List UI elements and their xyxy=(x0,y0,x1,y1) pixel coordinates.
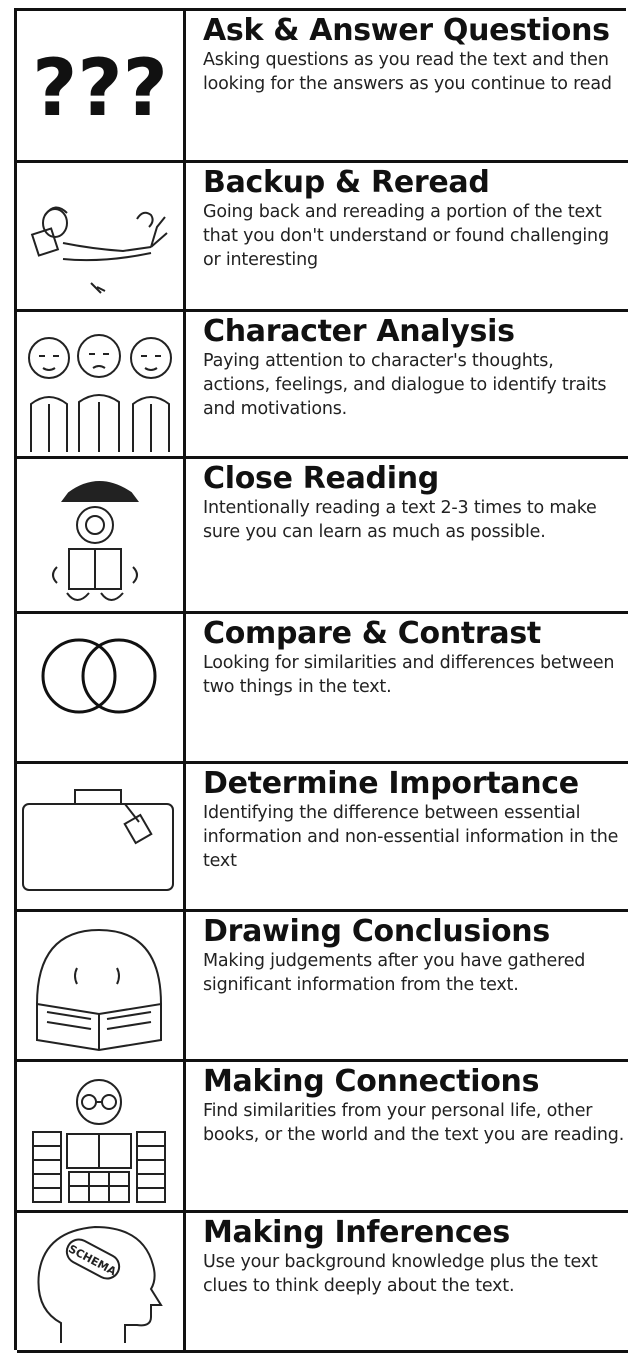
strategy-title: Making Connections xyxy=(203,1064,540,1099)
strategy-description: Identifying the difference between essential information and non-essential information in the text xyxy=(203,803,619,871)
strategy-row xyxy=(17,1213,628,1353)
suitcase-icon xyxy=(17,764,183,909)
strategy-description: Looking for similarities and differences between two things in the text. xyxy=(203,653,615,697)
question-marks-icon xyxy=(17,11,183,160)
strategy-row xyxy=(17,163,628,312)
strategy-title: Character Analysis xyxy=(203,314,515,349)
detective-magnifier-icon xyxy=(17,459,183,611)
strategy-picture xyxy=(17,764,186,909)
strategy-picture xyxy=(17,912,186,1059)
strategy-description: Making judgements after you have gathered significant information from the text. xyxy=(203,951,586,995)
strategy-description: Asking questions as you read the text and then looking for the answers as you continue to read xyxy=(203,50,612,94)
svg-text:???: ??? xyxy=(32,44,168,134)
strategy-picture xyxy=(17,614,186,761)
strategy-picture xyxy=(17,1213,186,1350)
strategy-title: Drawing Conclusions xyxy=(203,914,550,949)
strategy-row xyxy=(17,614,628,764)
strategy-picture xyxy=(17,312,186,456)
strategy-row xyxy=(17,764,628,912)
strategy-title: Ask & Answer Questions xyxy=(203,13,610,48)
strategy-picture xyxy=(17,163,186,309)
reading-strategies-chart xyxy=(14,8,626,1350)
strategy-picture xyxy=(17,1062,186,1210)
strategy-picture xyxy=(17,11,186,160)
strategy-picture xyxy=(17,459,186,611)
reader-face-icon xyxy=(17,912,183,1059)
strategy-title: Backup & Reread xyxy=(203,165,490,200)
venn-diagram-icon xyxy=(17,614,183,761)
three-characters-icon xyxy=(17,312,183,456)
strategy-row xyxy=(17,912,628,1062)
svg-text:SCHEMA: SCHEMA xyxy=(66,1242,119,1279)
head-schema-icon xyxy=(17,1213,183,1350)
strategy-description: Paying attention to character's thoughts, actions, feelings, and dialogue to identify traits and motivations. xyxy=(203,351,607,419)
strategy-row xyxy=(17,1062,628,1213)
reading-person-icon xyxy=(17,163,183,309)
strategy-description: Use your background knowledge plus the text clues to think deeply about the text. xyxy=(203,1252,598,1296)
reader-books-icon xyxy=(17,1062,183,1210)
strategy-row xyxy=(17,11,628,163)
strategy-title: Compare & Contrast xyxy=(203,616,541,651)
strategy-title: Determine Importance xyxy=(203,766,579,801)
strategy-description: Intentionally reading a text 2-3 times to make sure you can learn as much as possible. xyxy=(203,498,597,542)
strategy-row xyxy=(17,459,628,614)
strategy-row xyxy=(17,312,628,459)
strategy-title: Close Reading xyxy=(203,461,439,496)
strategy-description: Find similarities from your personal life, other books, or the world and the text you are reading. xyxy=(203,1101,625,1145)
strategy-description: Going back and rereading a portion of the text that you don't understand or found challenging or interesting xyxy=(203,202,609,270)
strategy-title: Making Inferences xyxy=(203,1215,510,1250)
